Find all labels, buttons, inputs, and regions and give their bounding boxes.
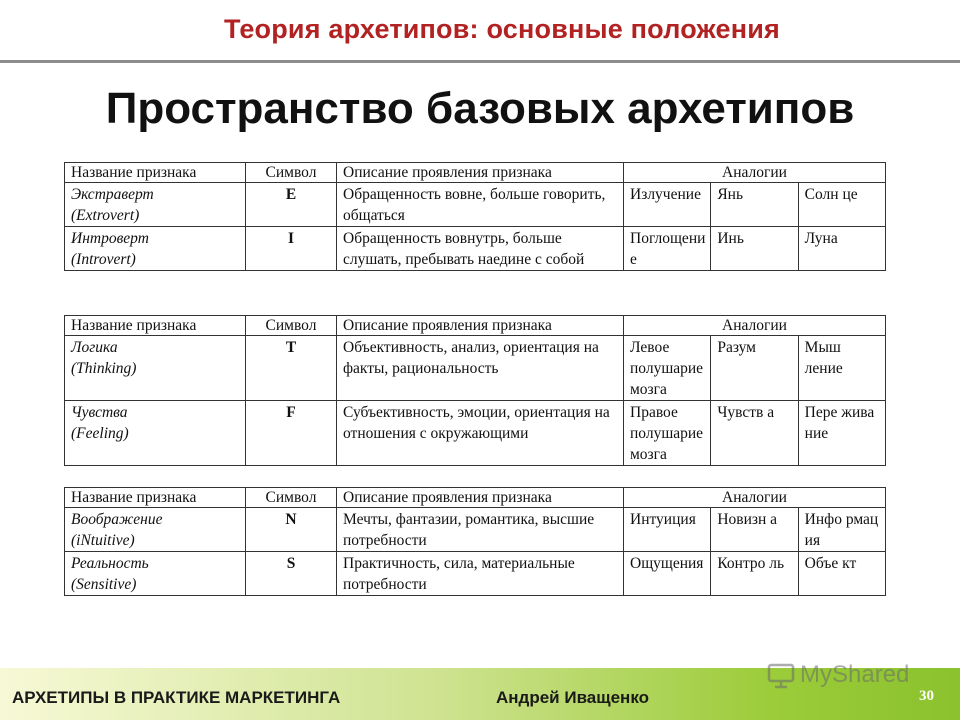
analogy-2: Разум <box>711 336 798 401</box>
table-header-row <box>65 488 886 508</box>
trait-name-en: (Extrovert) <box>71 207 140 224</box>
trait-description: Мечты, фантазии, романтика, высшие потребности <box>337 508 624 552</box>
analogy-3: Объе кт <box>798 552 885 596</box>
header-description: Описание проявления признака <box>337 163 624 183</box>
trait-name-cell <box>65 183 246 227</box>
table-row <box>65 336 886 401</box>
header-description: Описание проявления признака <box>337 488 624 508</box>
trait-description: Объективность, анализ, ориентация на факты, рациональность <box>337 336 624 401</box>
analogy-3: Пере жива ние <box>798 401 885 466</box>
title-divider <box>0 60 960 63</box>
slide-top-title: Теория архетипов: основные положения <box>223 14 781 44</box>
table-header-row <box>65 163 886 183</box>
analogy-2: Янь <box>711 183 798 227</box>
archetype-table-ei <box>64 162 886 271</box>
trait-symbol: S <box>246 552 337 596</box>
analogy-1: Левое полушарие мозга <box>624 336 711 401</box>
analogy-1: Ощущения <box>624 552 711 596</box>
trait-name-cell <box>65 552 246 596</box>
analogy-1: Интуиция <box>624 508 711 552</box>
archetype-table-tf <box>64 315 886 466</box>
trait-name-cell <box>65 508 246 552</box>
trait-name-en: (Feeling) <box>71 425 129 442</box>
trait-name: Чувства <box>71 404 128 421</box>
trait-symbol: T <box>246 336 337 401</box>
trait-name: Реальность <box>71 555 149 572</box>
table-row <box>65 552 886 596</box>
trait-symbol: I <box>246 227 337 271</box>
analogy-2: Контро ль <box>711 552 798 596</box>
trait-name-en: (iNtuitive) <box>71 532 135 549</box>
trait-description: Субъективность, эмоции, ориентация на отношения с окружающими <box>337 401 624 466</box>
analogy-2: Новизн а <box>711 508 798 552</box>
analogy-3: Мыш ление <box>798 336 885 401</box>
header-symbol: Символ <box>246 316 337 336</box>
trait-symbol: F <box>246 401 337 466</box>
header-name: Название признака <box>65 316 246 336</box>
trait-name-en: (Sensitive) <box>71 576 137 593</box>
analogy-1: Излучение <box>624 183 711 227</box>
slide-main-title: Пространство базовых архетипов <box>105 84 855 133</box>
table-row <box>65 508 886 552</box>
analogy-3: Луна <box>798 227 885 271</box>
table-row <box>65 227 886 271</box>
myshared-watermark <box>766 658 909 692</box>
header-symbol: Символ <box>246 488 337 508</box>
trait-description: Практичность, сила, материальные потребности <box>337 552 624 596</box>
analogy-3: Инфо рмац ия <box>798 508 885 552</box>
header-analogies: Аналогии <box>624 163 886 183</box>
footer-author: Андрей Иващенко <box>496 688 649 707</box>
trait-name-en: (Thinking) <box>71 360 137 377</box>
trait-name: Интроверт <box>71 230 149 247</box>
analogy-1: Правое полушарие мозга <box>624 401 711 466</box>
analogy-2: Инь <box>711 227 798 271</box>
trait-description: Обращенность вовнутрь, больше слушать, пребывать наедине с собой <box>337 227 624 271</box>
trait-name-en: (Introvert) <box>71 251 136 268</box>
trait-name-cell <box>65 227 246 271</box>
analogy-3: Солн це <box>798 183 885 227</box>
analogy-2: Чувств а <box>711 401 798 466</box>
header-symbol: Символ <box>246 163 337 183</box>
trait-description: Обращенность вовне, больше говорить, общаться <box>337 183 624 227</box>
archetype-table-ns <box>64 487 886 596</box>
presentation-icon <box>766 660 796 690</box>
footer-course-title: АРХЕТИПЫ В ПРАКТИКЕ МАРКЕТИНГА <box>12 688 341 707</box>
watermark-text: MyShared <box>800 661 910 688</box>
trait-name-cell <box>65 336 246 401</box>
analogy-1: Поглощени е <box>624 227 711 271</box>
header-description: Описание проявления признака <box>337 316 624 336</box>
trait-name: Логика <box>71 339 118 356</box>
trait-name-cell <box>65 401 246 466</box>
trait-name: Воображение <box>71 511 163 528</box>
page-number: 30 <box>919 688 934 704</box>
trait-name: Экстраверт <box>71 186 154 203</box>
trait-symbol: N <box>246 508 337 552</box>
table-row <box>65 183 886 227</box>
header-name: Название признака <box>65 163 246 183</box>
header-analogies: Аналогии <box>624 488 886 508</box>
header-name: Название признака <box>65 488 246 508</box>
table-header-row <box>65 316 886 336</box>
trait-symbol: E <box>246 183 337 227</box>
header-analogies: Аналогии <box>624 316 886 336</box>
table-row <box>65 401 886 466</box>
